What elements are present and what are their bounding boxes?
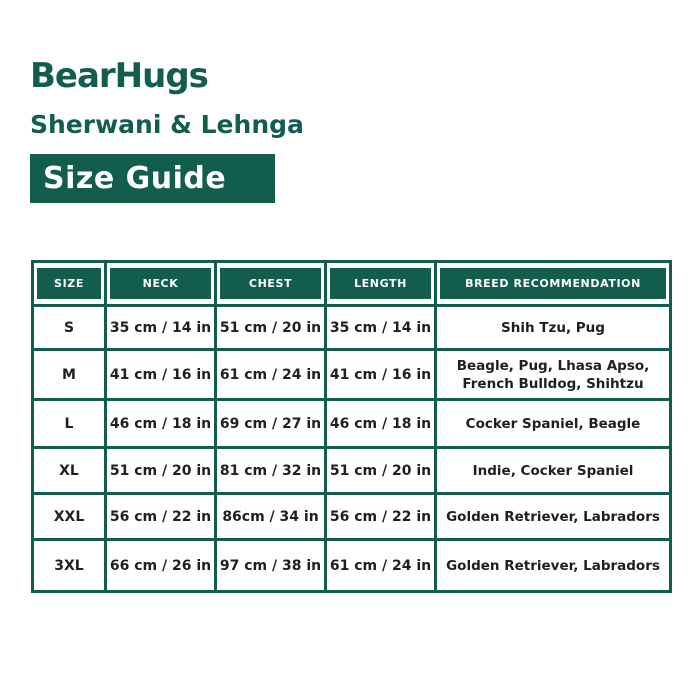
neck-cell: 41 cm / 16 in	[106, 350, 216, 400]
breed-line: Beagle, Pug, Lhasa Apso,	[456, 357, 650, 374]
header-neck	[106, 262, 216, 306]
header-neck-label: NECK	[110, 268, 211, 299]
chest-cell: 97 cm / 38 in	[216, 540, 326, 592]
product-subtitle: Sherwani & Lehnga	[30, 110, 304, 139]
header-breed-label: BREED RECOMMENDATION	[440, 268, 666, 299]
length-cell: 51 cm / 20 in	[326, 448, 436, 494]
length-cell: 35 cm / 14 in	[326, 306, 436, 350]
breed-line: Golden Retriever, Labradors	[446, 508, 660, 525]
neck-cell: 51 cm / 20 in	[106, 448, 216, 494]
length-cell: 41 cm / 16 in	[326, 350, 436, 400]
table-row	[33, 306, 671, 350]
chest-cell: 61 cm / 24 in	[216, 350, 326, 400]
chest-cell: 51 cm / 20 in	[216, 306, 326, 350]
breed-line: Cocker Spaniel, Beagle	[465, 415, 641, 432]
header-breed	[436, 262, 671, 306]
header-length-label: LENGTH	[330, 268, 431, 299]
neck-cell: 66 cm / 26 in	[106, 540, 216, 592]
header-chest-label: CHEST	[220, 268, 321, 299]
table-row	[33, 494, 671, 540]
neck-cell: 46 cm / 18 in	[106, 400, 216, 448]
header-size-label: SIZE	[37, 268, 101, 299]
header-chest	[216, 262, 326, 306]
breed-line: Indie, Cocker Spaniel	[472, 462, 634, 479]
breed-line: French Bulldog, Shihtzu	[462, 375, 644, 392]
size-cell: M	[33, 350, 106, 400]
length-cell: 56 cm / 22 in	[326, 494, 436, 540]
size-guide-banner: Size Guide	[30, 154, 275, 203]
table-row	[33, 350, 671, 400]
chest-cell: 69 cm / 27 in	[216, 400, 326, 448]
brand-logo: BearHugs	[30, 56, 208, 96]
size-cell: XL	[33, 448, 106, 494]
neck-cell: 56 cm / 22 in	[106, 494, 216, 540]
size-table	[31, 260, 672, 593]
size-cell: S	[33, 306, 106, 350]
size-cell: XXL	[33, 494, 106, 540]
breed-line: Golden Retriever, Labradors	[446, 557, 660, 574]
chest-cell: 86cm / 34 in	[216, 494, 326, 540]
breed-cell	[436, 540, 671, 592]
header-size	[33, 262, 106, 306]
table-row	[33, 540, 671, 592]
size-cell: L	[33, 400, 106, 448]
size-cell: 3XL	[33, 540, 106, 592]
length-cell: 61 cm / 24 in	[326, 540, 436, 592]
breed-cell	[436, 448, 671, 494]
header-length	[326, 262, 436, 306]
breed-cell	[436, 350, 671, 400]
breed-cell	[436, 306, 671, 350]
breed-cell	[436, 400, 671, 448]
table-row	[33, 400, 671, 448]
breed-line: Shih Tzu, Pug	[501, 319, 605, 336]
chest-cell: 81 cm / 32 in	[216, 448, 326, 494]
table-header-row	[33, 262, 671, 306]
neck-cell: 35 cm / 14 in	[106, 306, 216, 350]
length-cell: 46 cm / 18 in	[326, 400, 436, 448]
table-row	[33, 448, 671, 494]
breed-cell	[436, 494, 671, 540]
